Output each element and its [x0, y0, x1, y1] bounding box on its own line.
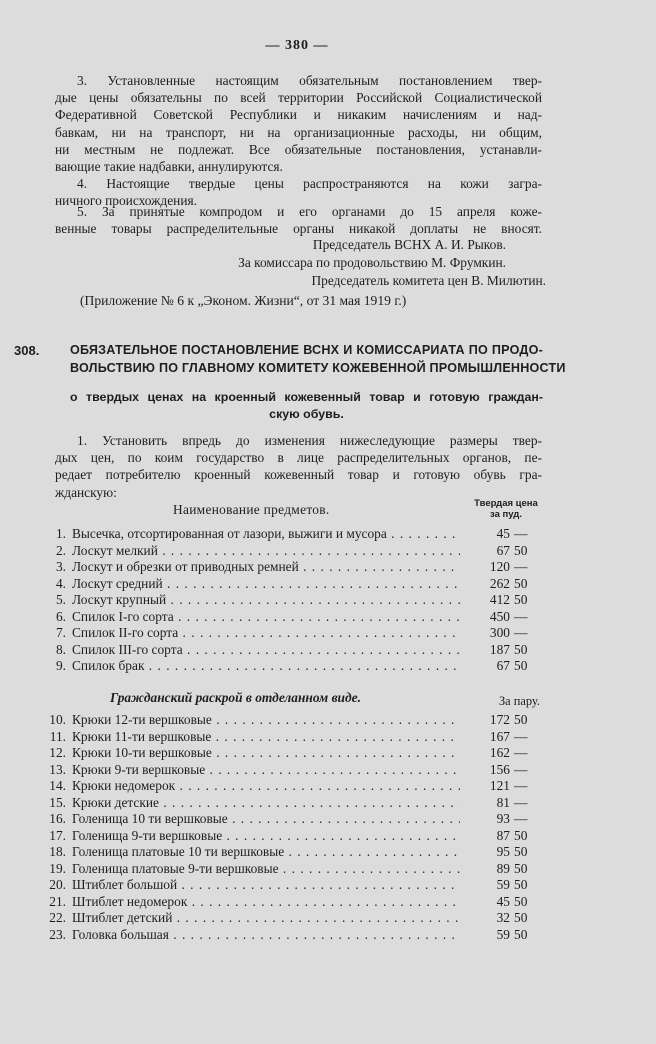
row-number: 10.	[49, 712, 66, 727]
table-row	[40, 609, 540, 626]
price-kopecks: 50	[514, 827, 528, 843]
price-kopecks: 50	[514, 658, 528, 673]
text-line: 1. Установить впредь до изменения нижеследующие размеры твер-	[77, 433, 542, 448]
text-line: венные товары распределительные органы никакой доплаты не вносят.	[55, 221, 542, 237]
row-name: Крюки 9-ти вершковые . . .	[72, 762, 460, 779]
price-kopecks: —	[514, 811, 528, 826]
price-kopecks: —	[514, 745, 528, 760]
paragraph-3	[55, 72, 542, 175]
price-kopecks: 50	[514, 893, 528, 909]
table-row	[40, 745, 540, 762]
table-row	[40, 712, 540, 729]
column-header-price	[467, 498, 545, 520]
row-name: Лоскут и обрезки от приводных ремней . . .	[72, 559, 460, 576]
row-name: Крюки 10-ти вершковые . . .	[72, 745, 460, 762]
table-row	[40, 828, 540, 845]
price-kopecks: —	[514, 761, 528, 777]
table-row	[40, 910, 540, 927]
text-line: дые цены обязательны по всей территории Российской Социалистической	[55, 90, 542, 106]
price-kopecks: 50	[514, 592, 528, 607]
table-row	[40, 625, 540, 642]
column-header-name: Наименование предметов.	[173, 502, 330, 517]
row-number: 19.	[49, 860, 66, 876]
decree-heading	[70, 341, 566, 377]
price-rubles: 172	[489, 712, 510, 727]
price-kopecks: —	[514, 794, 528, 810]
row-number: 14.	[49, 778, 66, 793]
price-rubles: 187	[489, 641, 510, 657]
row-number: 20.	[49, 877, 66, 892]
price-rubles: 89	[496, 860, 510, 876]
decree-body	[55, 432, 542, 501]
price-kopecks: —	[514, 778, 528, 793]
price-rubles: 87	[496, 827, 510, 843]
text-line: ничного происхождения.	[55, 193, 198, 209]
table-row	[40, 526, 540, 543]
text-line: 3. Установленные настоящим обязательным постановлением твер-	[77, 73, 542, 88]
row-number: 1.	[55, 526, 66, 541]
price-rubles: 121	[489, 778, 510, 793]
price-kopecks: 50	[514, 910, 528, 925]
price-rubles: 95	[496, 844, 510, 859]
signature-commissar: За комиссара по продовольствию М. Фрумкин.	[238, 255, 506, 270]
table-row	[40, 642, 540, 659]
row-number: 18.	[49, 844, 66, 859]
text-line: жданскую:	[55, 484, 117, 500]
price-kopecks: 50	[514, 926, 528, 942]
signature-price-committee: Председатель комитета цен В. Милютин.	[311, 273, 546, 288]
row-name: Высечка, отсортированная от лазори, выжиги и мусора . . .	[72, 526, 460, 543]
row-number: 16.	[49, 811, 66, 826]
column-header-price-line: за пуд.	[490, 509, 522, 520]
row-number: 5.	[55, 592, 66, 607]
price-kopecks: —	[514, 728, 528, 744]
price-rubles: 67	[496, 542, 510, 558]
column-header-price-line: Твердая цена	[474, 498, 538, 509]
price-rubles: 45	[496, 893, 510, 909]
row-name: Крюки 12-ти вершковые . . .	[72, 712, 460, 729]
price-rubles: 412	[489, 592, 510, 607]
table-row	[40, 778, 540, 795]
text-line: бавкам, ни на транспорт, ни на организационные расходы, ни общим,	[55, 124, 542, 140]
price-rubles: 67	[496, 658, 510, 673]
row-number: 12.	[49, 745, 66, 760]
decree-subheading	[70, 389, 543, 423]
row-number: 8.	[55, 641, 66, 657]
price-kopecks: 50	[514, 712, 528, 727]
price-rubles: 156	[489, 761, 510, 777]
price-kopecks: 50	[514, 542, 528, 558]
row-name: Спилок II-го сорта . . .	[72, 625, 460, 642]
price-rubles: 120	[489, 559, 510, 574]
table-row	[40, 795, 540, 812]
decree-number: 308.	[14, 343, 40, 358]
row-name: Лоскут мелкий . . .	[72, 543, 460, 560]
text-line: дых цен, по коим государство в лице распределительных органов, пе-	[55, 450, 542, 466]
price-rubles: 59	[496, 877, 510, 892]
table-row	[40, 861, 540, 878]
row-name: Спилок III-го сорта . . .	[72, 642, 460, 659]
row-name: Головка большая . . .	[72, 927, 460, 944]
price-table-rows	[40, 526, 540, 675]
price-kopecks: —	[514, 559, 528, 574]
price-rubles: 167	[489, 728, 510, 744]
row-number: 9.	[55, 658, 66, 673]
section-title: Гражданский раскрой в отделанном виде.	[110, 690, 361, 705]
row-name: Крюки недомерок . . .	[72, 778, 460, 795]
table-row	[40, 576, 540, 593]
price-kopecks: 50	[514, 844, 528, 859]
row-number: 4.	[55, 575, 66, 591]
row-number: 15.	[49, 794, 66, 810]
price-kopecks: 50	[514, 575, 528, 591]
price-rubles: 81	[496, 794, 510, 810]
source-note: (Приложение № 6 к „Эконом. Жизни“, от 31 мая 1919 г.)	[80, 293, 407, 308]
row-name: Голенища платовые 10 ти вершковые . . .	[72, 844, 460, 861]
price-kopecks: —	[514, 608, 528, 624]
table-row	[40, 927, 540, 944]
subheading-line: скую обувь.	[269, 407, 344, 421]
text-line: вающие такие надбавки, аннулируются.	[55, 158, 283, 174]
row-name: Крюки 11-ти вершковые . . .	[72, 729, 460, 746]
row-name: Штиблет детский . . .	[72, 910, 460, 927]
heading-line: ОБЯЗАТЕЛЬНОЕ ПОСТАНОВЛЕНИЕ ВСНХ И КОМИССАРИАТА ПО ПРОДО-	[70, 343, 543, 357]
signature-chairman: Председатель ВСНХ А. И. Рыков.	[312, 237, 506, 252]
section-price-header: За пару.	[498, 694, 540, 708]
price-rubles: 300	[489, 625, 510, 640]
subheading-line: о твердых ценах на кроенный кожевенный товар и готовую граждан-	[70, 390, 543, 404]
table-row	[40, 877, 540, 894]
text-line: редает потребителю кроенный кожевенный товар и готовую обувь гра-	[55, 467, 542, 483]
price-rubles: 93	[496, 811, 510, 826]
paragraph-5	[55, 203, 542, 237]
row-name: Голенища платовые 9-ти вершковые . . .	[72, 861, 460, 878]
text-line: Федеративной Советской Республики и никаким начислениям и над-	[55, 107, 542, 123]
row-number: 21.	[49, 893, 66, 909]
page-number: — 380 —	[265, 38, 329, 53]
row-number: 13.	[49, 761, 66, 777]
table-row	[40, 658, 540, 675]
price-rubles: 45	[496, 526, 510, 541]
price-rubles: 262	[489, 575, 510, 591]
row-name: Голенища 10 ти вершковые . . .	[72, 811, 460, 828]
price-kopecks: —	[514, 526, 528, 541]
table-row	[40, 729, 540, 746]
row-name: Штиблет большой . . .	[72, 877, 460, 894]
table-row	[40, 894, 540, 911]
table-row	[40, 559, 540, 576]
row-name: Спилок брак . . .	[72, 658, 460, 675]
price-table-section-rows	[40, 712, 540, 943]
text-line: 5. За принятые компродом и его органами до 15 апреля коже-	[77, 204, 542, 219]
table-row	[40, 811, 540, 828]
price-kopecks: 50	[514, 641, 528, 657]
row-number: 11.	[49, 728, 66, 744]
row-name: Лоскут крупный . . .	[72, 592, 460, 609]
price-kopecks: —	[514, 625, 528, 640]
row-name: Лоскут средний . . .	[72, 576, 460, 593]
row-name: Спилок I-го сорта . . .	[72, 609, 460, 626]
row-number: 22.	[49, 910, 66, 925]
row-number: 17.	[49, 827, 66, 843]
table-row	[40, 543, 540, 560]
price-kopecks: 50	[514, 860, 528, 876]
price-rubles: 450	[489, 608, 510, 624]
heading-line: ВОЛЬСТВИЮ ПО ГЛАВНОМУ КОМИТЕТУ КОЖЕВЕННОЙ ПРОМЫШЛЕННОСТИ	[70, 361, 566, 375]
table-row	[40, 592, 540, 609]
price-rubles: 59	[496, 926, 510, 942]
price-rubles: 162	[489, 745, 510, 760]
table-row	[40, 762, 540, 779]
row-number: 2.	[55, 542, 66, 558]
price-rubles: 32	[496, 910, 510, 925]
row-number: 7.	[55, 625, 66, 640]
row-number: 23.	[49, 926, 66, 942]
text-line: 4. Настоящие твердые цены распространяются на кожи загра-	[77, 176, 542, 191]
row-number: 3.	[55, 559, 66, 574]
row-number: 6.	[55, 608, 66, 624]
table-row	[40, 844, 540, 861]
text-line: ни местным не подлежат. Все обязательные постановления, устанавли-	[55, 141, 542, 157]
price-kopecks: 50	[514, 877, 528, 892]
row-name: Крюки детские . . .	[72, 795, 460, 812]
row-name: Голенища 9-ти вершковые . . .	[72, 828, 460, 845]
row-name: Штиблет недомерок . . .	[72, 894, 460, 911]
